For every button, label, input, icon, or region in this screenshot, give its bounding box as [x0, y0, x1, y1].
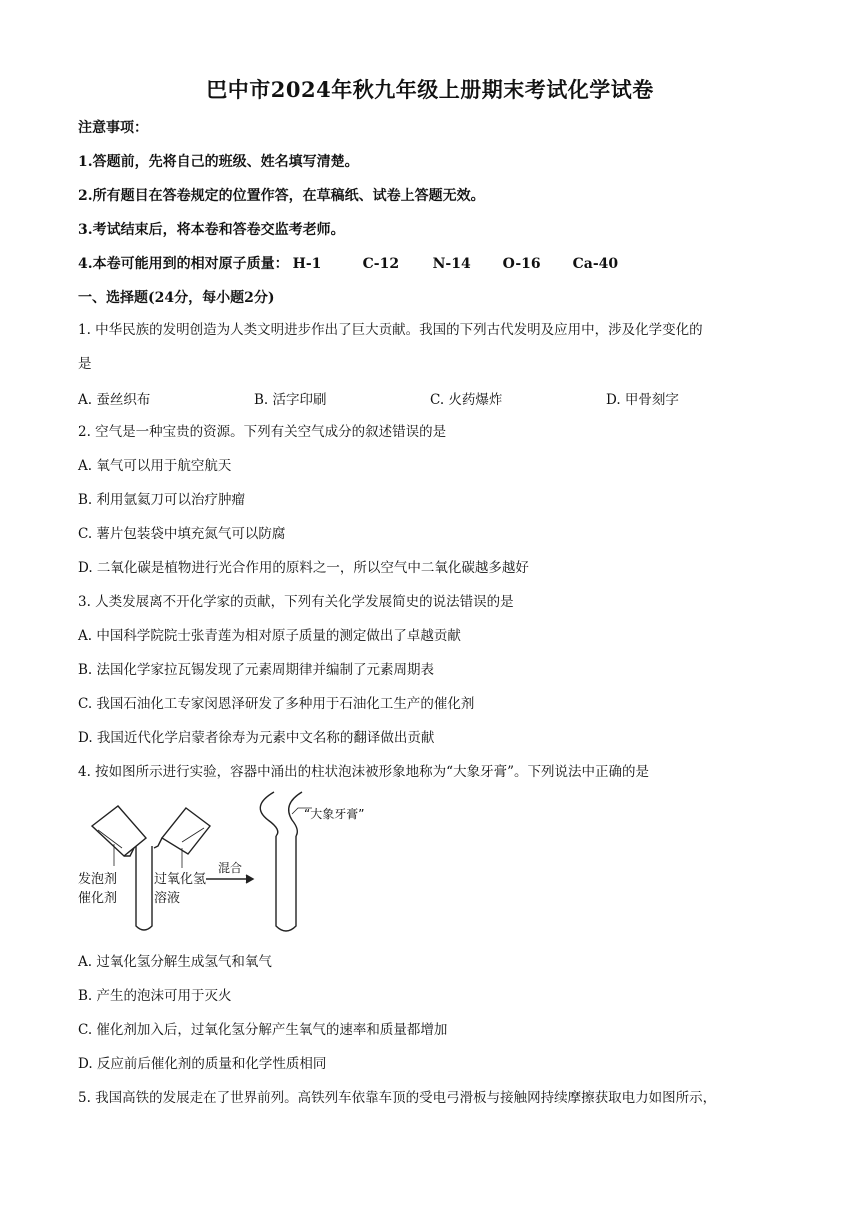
section-heading: 一、选择题(24分，每小题2分): [78, 290, 275, 306]
q2-stem: 2. 空气是一种宝贵的资源。下列有关空气成分的叙述错误的是: [78, 424, 447, 440]
q1-option-c: C. 火药爆炸: [430, 392, 503, 408]
test-tube-icon: [136, 846, 152, 930]
note-item-3: 3.考试结束后，将本卷和答卷交监考老师。: [78, 222, 345, 238]
mass-label: 4.本卷可能用到的相对原子质量：: [78, 256, 289, 272]
right-beaker-icon: [162, 808, 210, 854]
mass-n: N-14: [432, 256, 471, 272]
q1-option-b: B. 活字印刷: [254, 392, 327, 408]
right-label-1: 过氧化氢: [154, 872, 207, 887]
q1-stem: 1. 中华民族的发明创造为人类文明进步作出了巨大贡献。我国的下列古代发明及应用中，涉及化学变化的: [78, 322, 703, 338]
q1-option-a: A. 蚕丝织布: [78, 392, 151, 408]
result-tube-icon: [276, 836, 296, 931]
mass-o: O-16: [502, 256, 541, 272]
q4-option-b: B. 产生的泡沫可用于灭火: [78, 988, 232, 1004]
q3-option-a: A. 中国科学院院士张青莲为相对原子质量的测定做出了卓越贡献: [78, 628, 461, 644]
q4-stem: 4. 按如图所示进行实验，容器中涌出的柱状泡沫被形象地称为“大象牙膏”。下列说法中正确的是: [78, 764, 649, 780]
left-label-2: 催化剂: [78, 891, 118, 906]
left-beaker-icon: [92, 806, 146, 856]
arrow-label: 混合: [218, 861, 243, 875]
q1-stem-cont: 是: [78, 356, 92, 372]
note-item-4: [78, 254, 618, 274]
q2-option-b: B. 利用氩氦刀可以治疗肿瘤: [78, 492, 246, 508]
right-label-2: 溶液: [154, 891, 181, 906]
q3-option-b: B. 法国化学家拉瓦锡发现了元素周期律并编制了元素周期表: [78, 662, 435, 678]
mass-ca: Ca-40: [572, 256, 619, 272]
mass-h: H-1: [292, 256, 322, 272]
note-item-1: 1.答题前，先将自己的班级、姓名填写清楚。: [78, 154, 359, 170]
mass-c: C-12: [362, 256, 400, 272]
q4-option-a: A. 过氧化氢分解生成氢气和氧气: [78, 954, 272, 970]
q1-option-d: D. 甲骨刻字: [606, 392, 679, 408]
q2-option-d: D. 二氧化碳是植物进行光合作用的原料之一，所以空气中二氧化碳越多越好: [78, 560, 529, 576]
q5-stem: 5. 我国高铁的发展走在了世界前列。高铁列车依靠车顶的受电弓滑板与接触网持续摩擦获取电力如图所示，: [78, 1090, 717, 1106]
q4-option-c: C. 催化剂加入后，过氧化氢分解产生氧气的速率和质量都增加: [78, 1022, 448, 1038]
note-item-2: 2.所有题目在答卷规定的位置作答，在草稿纸、试卷上答题无效。: [78, 188, 485, 204]
left-label-1: 发泡剂: [78, 872, 118, 887]
elephant-toothpaste-figure: [78, 786, 408, 936]
q3-option-c: C. 我国石油化工专家闵恩泽研发了多种用于石油化工生产的催化剂: [78, 696, 475, 712]
notes-heading: 注意事项：: [78, 120, 148, 136]
q2-option-a: A. 氧气可以用于航空航天: [78, 458, 232, 474]
foam-label: “大象牙膏”: [304, 807, 365, 821]
page-title: 巴中市2024年秋九年级上册期末考试化学试卷: [206, 77, 654, 102]
q2-option-c: C. 薯片包装袋中填充氮气可以防腐: [78, 526, 286, 542]
experiment-diagram: [78, 786, 408, 936]
q3-option-d: D. 我国近代化学启蒙者徐寿为元素中文名称的翻译做出贡献: [78, 730, 435, 746]
q3-stem: 3. 人类发展离不开化学家的贡献，下列有关化学发展简史的说法错误的是: [78, 594, 514, 610]
q4-option-d: D. 反应前后催化剂的质量和化学性质相同: [78, 1056, 327, 1072]
